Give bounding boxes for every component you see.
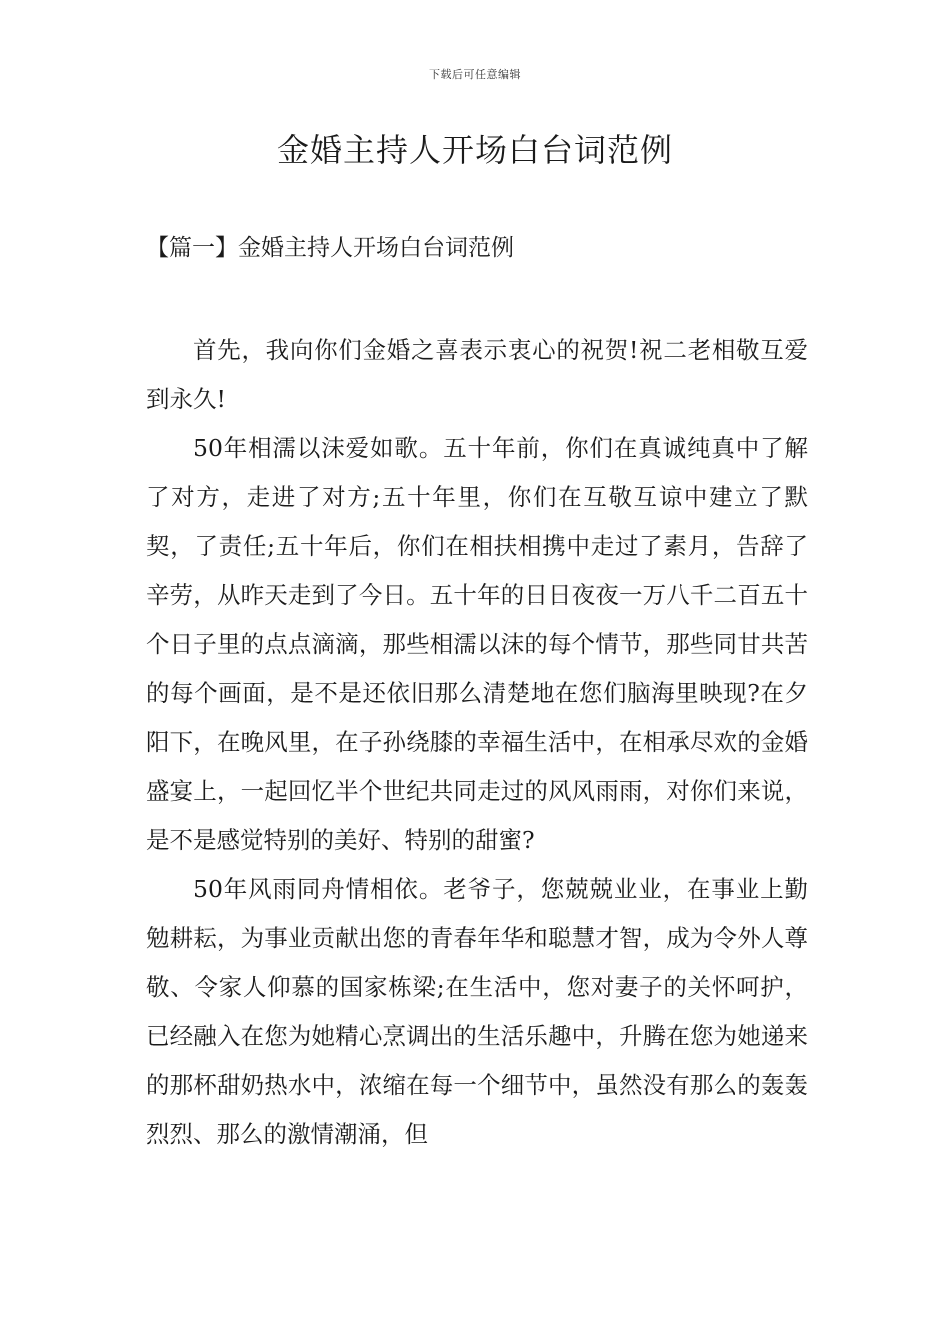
document-title: 金婚主持人开场白台词范例 bbox=[276, 131, 673, 169]
section-heading: 【篇一】金婚主持人开场白台词范例 bbox=[146, 235, 514, 261]
document-body bbox=[146, 326, 808, 1159]
paragraph: 首先，我向你们金婚之喜表示衷心的祝贺!祝二老相敬互爱到永久! bbox=[146, 336, 808, 413]
paragraph: 50年风雨同舟情相依。老爷子，您兢兢业业，在事业上勤勉耕耘，为事业贡献出您的青春年华和聪慧才智，成为令外人尊敬、令家人仰慕的国家栋梁;在生活中，您对妻子的关怀呵护，已经融入在您为她精心烹调出的生活乐趣中，升腾在您为她递来的那杯甜奶热水中，浓缩在每一个细节中，虽然没有那么的轰轰烈烈、那么的激情潮涌，但 bbox=[146, 875, 808, 1148]
paragraph: 50年相濡以沫爱如歌。五十年前，你们在真诚纯真中了解了对方，走进了对方;五十年里，你们在互敬互谅中建立了默契，了责任;五十年后，你们在相扶相携中走过了素月，告辞了辛劳，从昨天走到了今日。五十年的日日夜夜一万八千二百五十个日子里的点点滴滴，那些相濡以沫的每个情节，那些同甘共苦的每个画面，是不是还依旧那么清楚地在您们脑海里映现?在夕阳下，在晚风里，在子孙绕膝的幸福生活中，在相承尽欢的金婚盛宴上，一起回忆半个世纪共同走过的风风雨雨，对你们来说，是不是感觉特别的美好、特别的甜蜜? bbox=[146, 434, 808, 854]
header-note: 下载后可任意编辑 bbox=[429, 68, 521, 81]
